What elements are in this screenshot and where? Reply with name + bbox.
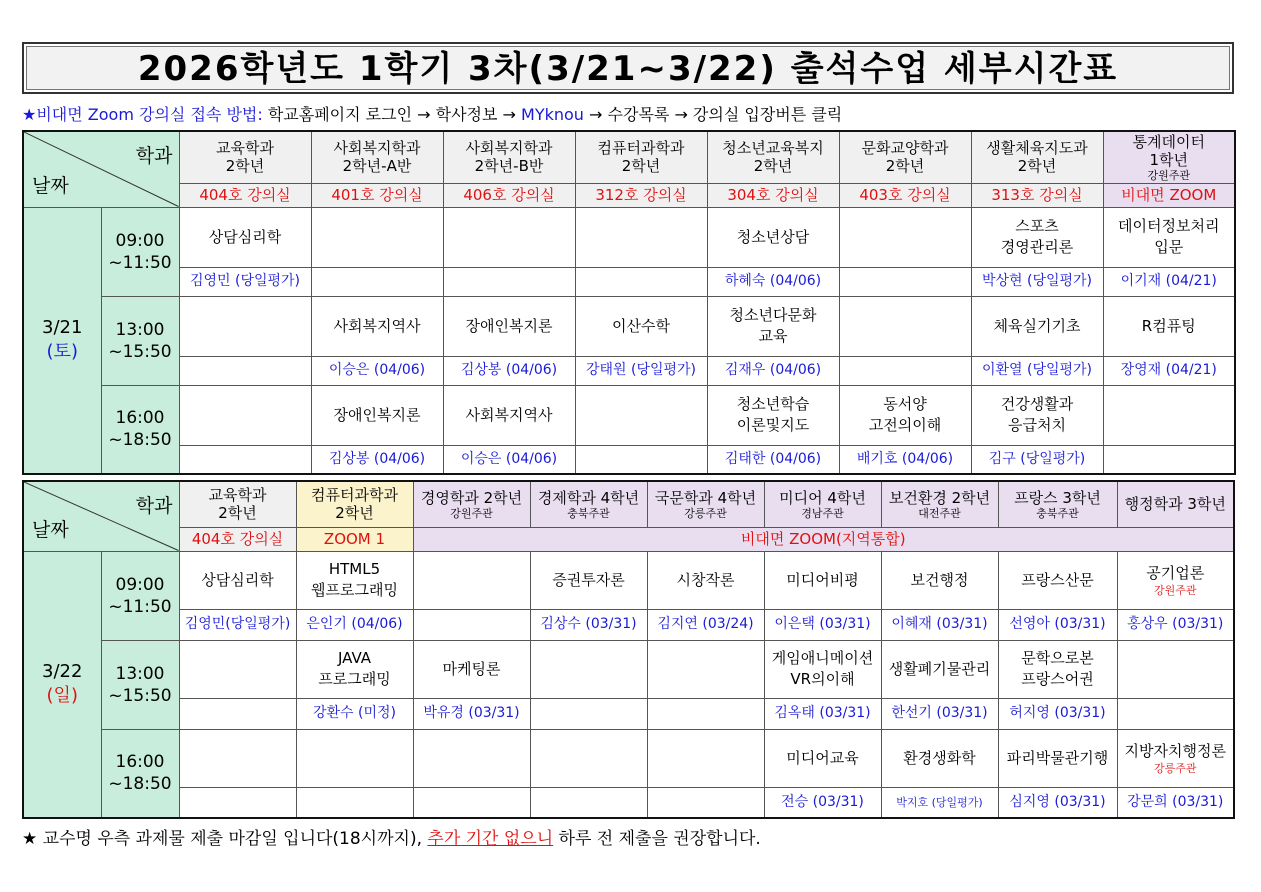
course-name: 생활폐기물관리 xyxy=(888,659,991,678)
course-cell xyxy=(1103,385,1235,445)
course-cell xyxy=(296,729,413,787)
course-cell xyxy=(647,551,764,609)
professor-cell xyxy=(179,445,311,474)
column-header xyxy=(971,131,1103,183)
course-name: 건강생활과 응급처치 xyxy=(1000,395,1074,434)
column-header xyxy=(764,481,881,527)
course-cell xyxy=(839,296,971,356)
course-cell xyxy=(179,296,311,356)
column-host-note: 충북주관 xyxy=(567,506,610,520)
room-label: 404호 강의실 xyxy=(179,527,296,551)
course-cell xyxy=(971,207,1103,267)
footer-a: ★ 교수명 우측 과제물 제출 마감일 입니다(18시까지), xyxy=(22,829,428,849)
date-text: 3/22 xyxy=(42,661,83,683)
room-label: 비대면 ZOOM xyxy=(1103,183,1235,207)
course-name: 사회복지역사 xyxy=(465,405,553,424)
professor-cell: 김지연 (03/24) xyxy=(647,609,764,640)
course-name: 증권투자론 xyxy=(552,570,625,589)
professor-cell xyxy=(179,787,296,818)
page-title: 2026학년도 1학기 3차(3/21~3/22) 출석수업 세부시간표 xyxy=(22,42,1234,94)
course-cell xyxy=(413,551,530,609)
professor-cell: 박유경 (03/31) xyxy=(413,698,530,729)
professor-cell xyxy=(530,787,647,818)
professor-cell: 이승은 (04/06) xyxy=(443,445,575,474)
date-text: 3/21 xyxy=(42,317,83,339)
course-cell xyxy=(530,551,647,609)
footer-note xyxy=(22,824,761,849)
course-cell xyxy=(971,296,1103,356)
professor-cell xyxy=(575,267,707,296)
column-name: 경제학과 4학년 xyxy=(537,488,640,507)
corner-dept-label: 학과 xyxy=(135,145,173,167)
professor-cell: 김상수 (03/31) xyxy=(530,609,647,640)
course-cell xyxy=(1103,296,1235,356)
course-name: 미디어비평 xyxy=(786,570,859,589)
room-label: 404호 강의실 xyxy=(179,183,311,207)
course-cell xyxy=(764,729,881,787)
column-name: 생활체육지도과 2학년 xyxy=(986,139,1088,176)
day-text: (일) xyxy=(46,685,78,707)
schedule-table-day1 xyxy=(22,130,1236,475)
column-header xyxy=(647,481,764,527)
course-cell xyxy=(1117,640,1234,698)
professor-cell: 홍상우 (03/31) xyxy=(1117,609,1234,640)
time-slot: 16:00 ~18:50 xyxy=(101,385,179,474)
course-cell xyxy=(998,729,1117,787)
column-header xyxy=(443,131,575,183)
course-cell xyxy=(839,385,971,445)
column-name: 미디어 4학년 xyxy=(779,488,866,507)
professor-cell xyxy=(1103,445,1235,474)
schedule-table-day2 xyxy=(22,480,1235,819)
time-slot: 09:00 ~11:50 xyxy=(101,551,179,640)
course-cell xyxy=(647,729,764,787)
time-slot: 13:00 ~15:50 xyxy=(101,640,179,729)
column-header xyxy=(998,481,1117,527)
course-name: 청소년학습 이론및지도 xyxy=(736,395,810,434)
column-name: 컴퓨터과학과 2학년 xyxy=(311,486,398,523)
course-cell xyxy=(311,296,443,356)
column-name: 문화교양학과 2학년 xyxy=(861,139,949,176)
course-cell xyxy=(179,207,311,267)
professor-cell: 김영민(당일평가) xyxy=(179,609,296,640)
course-name: 파리박물관기행 xyxy=(1006,748,1109,767)
course-name: 동서양 고전의이해 xyxy=(868,395,942,434)
course-cell xyxy=(179,385,311,445)
course-cell xyxy=(998,551,1117,609)
course-cell xyxy=(413,640,530,698)
footer-c: 하루 전 제출을 권장합니다. xyxy=(553,829,761,849)
professor-cell xyxy=(839,267,971,296)
column-header xyxy=(1117,481,1234,527)
professor-cell xyxy=(1117,698,1234,729)
course-name: 청소년다문화 교육 xyxy=(729,306,817,345)
course-name: 상담심리학 xyxy=(208,227,282,246)
course-cell xyxy=(443,296,575,356)
professor-cell xyxy=(413,787,530,818)
column-name: 경영학과 2학년 xyxy=(420,488,523,507)
room-label: 비대면 ZOOM(지역통합) xyxy=(413,527,1234,551)
professor-cell xyxy=(839,356,971,385)
professor-cell: 박상현 (당일평가) xyxy=(971,267,1103,296)
room-label: 403호 강의실 xyxy=(839,183,971,207)
column-name: 보건환경 2학년 xyxy=(888,488,991,507)
column-host-note: 강릉주관 xyxy=(684,506,727,520)
course-cell xyxy=(881,729,998,787)
professor-cell xyxy=(443,267,575,296)
course-cell xyxy=(575,296,707,356)
professor-cell: 이은택 (03/31) xyxy=(764,609,881,640)
course-cell xyxy=(1103,207,1235,267)
course-name: 상담심리학 xyxy=(201,570,274,589)
guide-rest: → 수강목록 → 강의실 입장버튼 클릭 xyxy=(583,105,843,124)
professor-cell xyxy=(530,698,647,729)
course-name: 청소년상담 xyxy=(736,227,810,246)
course-cell xyxy=(443,385,575,445)
column-header xyxy=(311,131,443,183)
column-name: 교육학과 2학년 xyxy=(216,139,274,176)
professor-cell: 김태한 (04/06) xyxy=(707,445,839,474)
course-name: 프랑스산문 xyxy=(1021,570,1094,589)
professor-cell: 김구 (당일평가) xyxy=(971,445,1103,474)
professor-cell: 하혜숙 (04/06) xyxy=(707,267,839,296)
course-name: 시창작론 xyxy=(676,570,735,589)
course-name: 공기업론 xyxy=(1146,563,1205,582)
time-slot: 13:00 ~15:50 xyxy=(101,296,179,385)
column-name: 교육학과 2학년 xyxy=(208,486,267,523)
corner-date-label: 날짜 xyxy=(32,174,69,197)
column-name: 국문학과 4학년 xyxy=(654,488,757,507)
professor-cell: 심지영 (03/31) xyxy=(998,787,1117,818)
course-name: R컴퓨팅 xyxy=(1141,316,1196,335)
room-label: 313호 강의실 xyxy=(971,183,1103,207)
course-cell xyxy=(443,207,575,267)
course-cell xyxy=(707,385,839,445)
course-cell xyxy=(575,207,707,267)
guide-steps: 학교홈페이지 로그인 → 학사정보 → xyxy=(262,105,522,124)
column-host-note: 대전주관 xyxy=(918,506,961,520)
course-name: JAVA 프로그래밍 xyxy=(318,649,391,688)
course-cell xyxy=(179,551,296,609)
column-name: 컴퓨터과학과 2학년 xyxy=(597,139,685,176)
column-host-note: 충북주관 xyxy=(1036,506,1079,520)
professor-cell: 김상봉 (04/06) xyxy=(311,445,443,474)
professor-cell: 김상봉 (04/06) xyxy=(443,356,575,385)
course-cell xyxy=(575,385,707,445)
corner-date-label: 날짜 xyxy=(32,518,69,541)
professor-cell xyxy=(296,787,413,818)
column-header xyxy=(296,481,413,527)
column-host-note: 강원주관 xyxy=(1147,168,1190,182)
column-header xyxy=(881,481,998,527)
course-name: 사회복지역사 xyxy=(333,316,421,335)
professor-cell: 전승 (03/31) xyxy=(764,787,881,818)
column-name: 청소년교육복지 2학년 xyxy=(722,139,824,176)
course-cell xyxy=(1117,551,1234,609)
professor-cell: 김옥태 (03/31) xyxy=(764,698,881,729)
professor-cell xyxy=(179,698,296,729)
column-header xyxy=(575,131,707,183)
course-host-note: 강릉주관 xyxy=(1153,761,1197,775)
room-label: 304호 강의실 xyxy=(707,183,839,207)
course-cell xyxy=(707,207,839,267)
column-host-note: 강원주관 xyxy=(450,506,493,520)
professor-cell: 박지호 (당일평가) xyxy=(881,787,998,818)
course-cell xyxy=(179,640,296,698)
professor-cell xyxy=(647,698,764,729)
professor-cell: 강태원 (당일평가) xyxy=(575,356,707,385)
course-cell xyxy=(530,640,647,698)
professor-cell xyxy=(647,787,764,818)
professor-cell: 이승은 (04/06) xyxy=(311,356,443,385)
footer-b: 추가 기간 없으니 xyxy=(427,829,554,849)
guide-star: ★ xyxy=(22,105,37,124)
column-header xyxy=(839,131,971,183)
course-cell xyxy=(296,551,413,609)
professor-cell: 은인기 (04/06) xyxy=(296,609,413,640)
course-name: 이산수학 xyxy=(612,316,670,335)
guide-myknou: MYknou xyxy=(521,105,584,124)
course-cell xyxy=(413,729,530,787)
course-name: 게임애니메이션 VR의이해 xyxy=(771,649,874,688)
course-cell xyxy=(311,385,443,445)
room-label: 401호 강의실 xyxy=(311,183,443,207)
header-corner xyxy=(23,131,179,207)
zoom-guide xyxy=(22,102,842,125)
professor-cell: 이기재 (04/21) xyxy=(1103,267,1235,296)
course-name: 보건행정 xyxy=(910,570,969,589)
professor-cell: 장영재 (04/21) xyxy=(1103,356,1235,385)
column-name: 사회복지학과 2학년-A반 xyxy=(333,139,421,176)
course-cell xyxy=(179,729,296,787)
professor-cell xyxy=(179,356,311,385)
column-name: 프랑스 3학년 xyxy=(1014,488,1101,507)
header-corner xyxy=(23,481,179,551)
date-cell xyxy=(23,551,101,818)
course-name: 지방자치행정론 xyxy=(1124,741,1226,760)
course-cell xyxy=(764,551,881,609)
professor-cell: 배기호 (04/06) xyxy=(839,445,971,474)
date-cell xyxy=(23,207,101,474)
professor-cell: 강환수 (미정) xyxy=(296,698,413,729)
corner-dept-label: 학과 xyxy=(135,495,173,517)
professor-cell: 김영민 (당일평가) xyxy=(179,267,311,296)
course-cell xyxy=(764,640,881,698)
course-name: 미디어교육 xyxy=(786,748,859,767)
course-name: 장애인복지론 xyxy=(333,405,421,424)
course-name: 환경생화학 xyxy=(903,748,976,767)
course-name: 마케팅론 xyxy=(442,659,501,678)
course-cell xyxy=(311,207,443,267)
professor-cell xyxy=(311,267,443,296)
course-cell xyxy=(998,640,1117,698)
course-cell xyxy=(1117,729,1234,787)
course-name: 스포츠 경영관리론 xyxy=(1000,217,1074,256)
room-label: 312호 강의실 xyxy=(575,183,707,207)
course-name: 문학으로본 프랑스어권 xyxy=(1021,649,1094,688)
column-name: 행정학과 3학년 xyxy=(1124,495,1226,514)
column-header xyxy=(179,131,311,183)
professor-cell: 강문희 (03/31) xyxy=(1117,787,1234,818)
course-name: 데이터정보처리 입문 xyxy=(1118,217,1220,256)
column-header xyxy=(1103,131,1235,183)
course-name: 장애인복지론 xyxy=(465,316,553,335)
course-name: 체육실기기초 xyxy=(993,316,1081,335)
professor-cell: 한선기 (03/31) xyxy=(881,698,998,729)
room-label: ZOOM 1 xyxy=(296,527,413,551)
column-header xyxy=(179,481,296,527)
column-header xyxy=(413,481,530,527)
course-cell xyxy=(881,640,998,698)
course-cell xyxy=(971,385,1103,445)
professor-cell xyxy=(575,445,707,474)
professor-cell: 이환열 (당일평가) xyxy=(971,356,1103,385)
guide-label: 비대면 Zoom 강의실 접속 방법: xyxy=(36,105,263,124)
course-cell xyxy=(839,207,971,267)
room-label: 406호 강의실 xyxy=(443,183,575,207)
professor-cell: 선영아 (03/31) xyxy=(998,609,1117,640)
column-header xyxy=(530,481,647,527)
course-cell xyxy=(881,551,998,609)
column-host-note: 경남주관 xyxy=(801,506,844,520)
day-text: (토) xyxy=(46,341,78,363)
course-name: HTML5 웹프로그래밍 xyxy=(311,560,398,599)
course-cell xyxy=(647,640,764,698)
professor-cell: 이혜재 (03/31) xyxy=(881,609,998,640)
course-cell xyxy=(707,296,839,356)
course-cell xyxy=(296,640,413,698)
column-header xyxy=(707,131,839,183)
time-slot: 16:00 ~18:50 xyxy=(101,729,179,818)
column-name: 통계데이터 1학년 xyxy=(1132,132,1205,169)
column-name: 사회복지학과 2학년-B반 xyxy=(465,139,553,176)
professor-cell: 김재우 (04/06) xyxy=(707,356,839,385)
course-host-note: 강원주관 xyxy=(1153,583,1197,597)
professor-cell: 허지영 (03/31) xyxy=(998,698,1117,729)
time-slot: 09:00 ~11:50 xyxy=(101,207,179,296)
professor-cell xyxy=(413,609,530,640)
course-cell xyxy=(530,729,647,787)
